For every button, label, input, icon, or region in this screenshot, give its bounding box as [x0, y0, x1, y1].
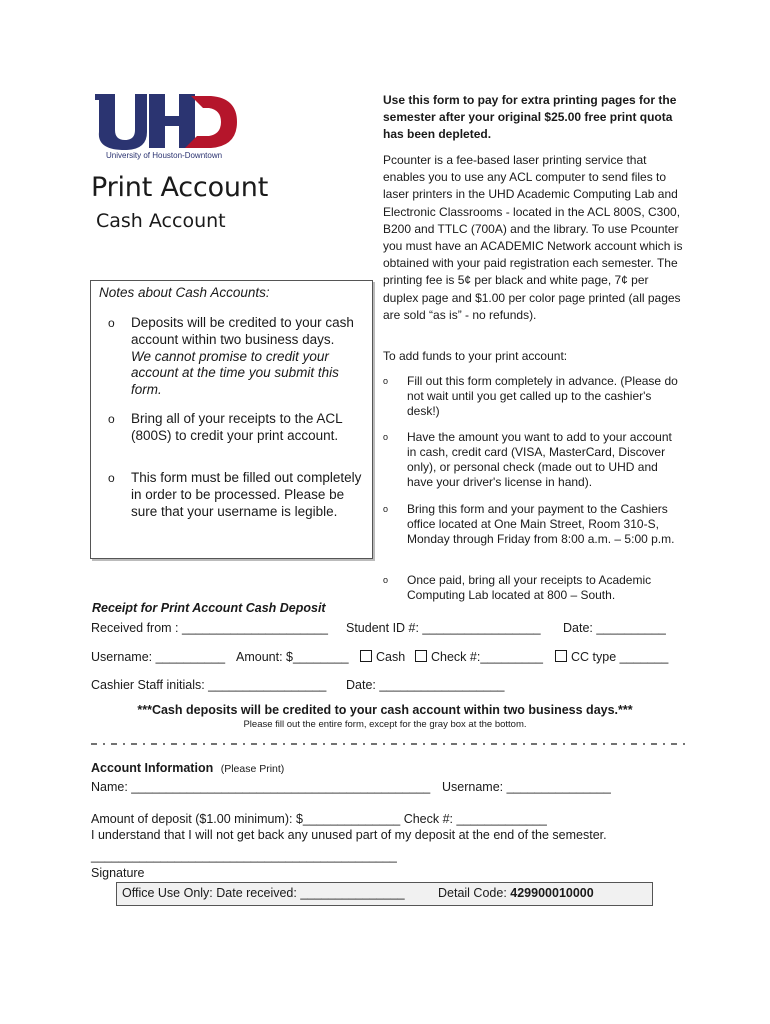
- bullet-icon: o: [108, 412, 115, 426]
- account-username-field[interactable]: Username: _______________: [442, 780, 611, 794]
- notes-title: Notes about Cash Accounts:: [99, 285, 270, 300]
- account-info-title: Account Information: [91, 761, 214, 775]
- account-info-note: (Please Print): [220, 763, 285, 775]
- note-text: This form must be filled out completely in order to be processed. Please be sure that your username is legible.: [131, 470, 362, 519]
- step-text: Bring this form and your payment to the Cashiers office located at One Main Street, Room 310-S, Monday through Friday from 8:00 a.m. – 5:00 p.m.: [407, 502, 675, 546]
- step-item: [383, 502, 683, 547]
- note-text: Deposits will be credited to your cash account within two business days.: [131, 315, 354, 347]
- note-item: [108, 470, 366, 520]
- student-id-field[interactable]: Student ID #: _________________: [346, 621, 541, 635]
- detail-code: [438, 886, 594, 900]
- cash-checkbox[interactable]: [360, 650, 405, 664]
- amount-field[interactable]: Amount: $________: [236, 650, 349, 664]
- cashier-initials-field[interactable]: Cashier Staff initials: _________________: [91, 678, 327, 692]
- cashier-date-field[interactable]: Date: __________________: [346, 678, 505, 692]
- date-field[interactable]: Date: __________: [563, 621, 666, 635]
- check-label: Check #:_________: [431, 650, 543, 664]
- cut-line-divider: [91, 742, 689, 746]
- account-info-heading: [91, 761, 284, 775]
- step-item: [383, 374, 683, 419]
- note-text: Bring all of your receipts to the ACL (800S) to credit your print account.: [131, 411, 343, 443]
- username-field[interactable]: Username: __________: [91, 650, 226, 664]
- check-checkbox[interactable]: [415, 650, 543, 664]
- page-title: Print Account: [91, 172, 269, 203]
- steps-intro: To add funds to your print account:: [383, 349, 568, 363]
- bullet-icon: o: [108, 471, 115, 485]
- notice-small: Please fill out the entire form, except for the gray box at the bottom.: [243, 719, 527, 730]
- notice-bold: ***Cash deposits will be credited to your cash account within two business days.***: [137, 703, 633, 717]
- cc-type-label: CC type _______: [571, 650, 669, 664]
- name-field[interactable]: Name: ___________________________________________: [91, 780, 431, 794]
- detail-code-value: 429900010000: [510, 886, 594, 900]
- note-italic-text: We cannot promise to credit your account at the time you submit this form.: [131, 348, 339, 398]
- note-item: [108, 411, 366, 445]
- receipt-title: Receipt for Print Account Cash Deposit: [92, 601, 326, 615]
- checkbox-icon: [360, 650, 372, 662]
- deposit-amount-field[interactable]: Amount of deposit ($1.00 minimum): $______________ Check #: _____________: [91, 812, 547, 826]
- received-from-field[interactable]: Received from : _____________________: [91, 621, 328, 635]
- detail-code-label: Detail Code:: [438, 886, 507, 900]
- step-text: Once paid, bring all your receipts to Academic Computing Lab located at 800 – South.: [407, 573, 652, 602]
- step-item: [383, 573, 683, 603]
- note-item: [108, 315, 366, 399]
- step-text: Have the amount you want to add to your account in cash, credit card (VISA, MasterCard, Discover only), or personal check (made out to UHD and have your driver's license in hand).: [407, 430, 672, 489]
- signature-line[interactable]: ____________________________________________: [91, 849, 397, 863]
- checkbox-icon: [555, 650, 567, 662]
- cash-label: Cash: [376, 650, 406, 664]
- bullet-icon: o: [383, 504, 389, 514]
- checkbox-icon: [415, 650, 427, 662]
- intro-text: Use this form to pay for extra printing pages for the semester after your original $25.00 free print quota has been depleted.: [383, 93, 677, 142]
- cc-type-checkbox[interactable]: [555, 650, 668, 664]
- uhd-logo: [93, 92, 239, 160]
- acknowledgement-text: I understand that I will not get back any unused part of my deposit at the end of the semester.: [91, 828, 607, 842]
- step-item: [383, 430, 683, 490]
- description-text: Pcounter is a fee-based laser printing service that enables you to use any ACL computer to send files to laser printers in the UHD Academic Computing Lab and Electronic Classrooms - located in the ACL 800S, C300, B200 and TTLC (700A) and the library. To use Pcounter you must have an ACADEMIC Network account which is obtained with your paid registration each semester. The printing fee is 5¢ per black and white page, 7¢ per duplex page and $1.00 per color page printed (all pages are sold “as is” - no refunds).: [383, 153, 683, 322]
- logo-subtitle: University of Houston-Downtown: [106, 151, 223, 160]
- bullet-icon: o: [383, 376, 389, 386]
- page-subtitle: Cash Account: [96, 210, 226, 232]
- bullet-icon: o: [383, 575, 389, 585]
- office-use-label: Office Use Only: Date received: _______________: [122, 886, 405, 900]
- signature-label: Signature: [91, 866, 145, 880]
- bullet-icon: o: [108, 316, 115, 330]
- step-text: Fill out this form completely in advance. (Please do not wait until you get called up to the cashier's desk!): [407, 374, 678, 418]
- bullet-icon: o: [383, 432, 389, 442]
